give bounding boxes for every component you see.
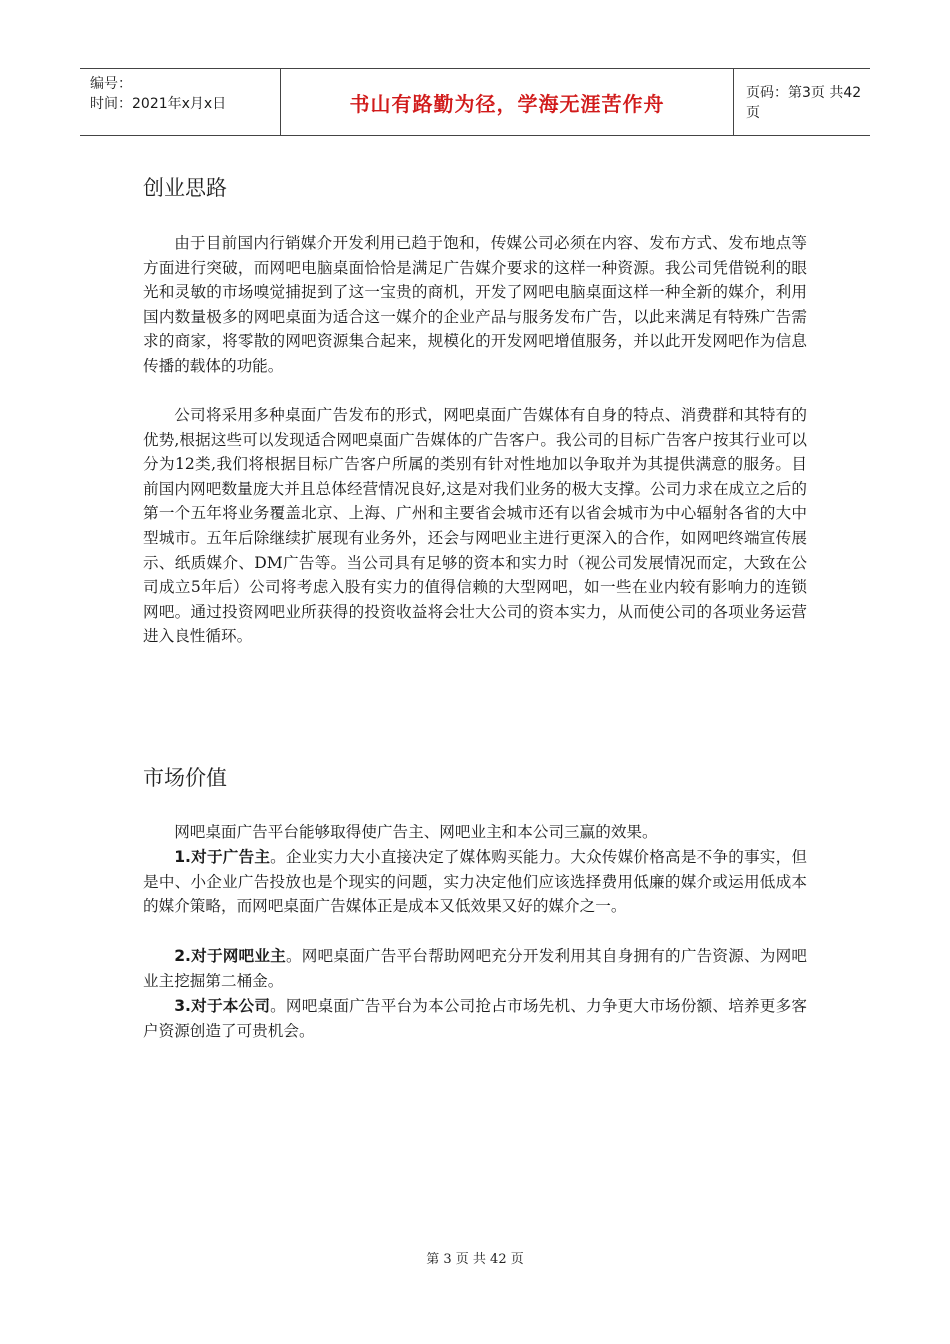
- page-header: [80, 68, 870, 136]
- document-date: 时间：2021年x月x日: [90, 96, 227, 112]
- startup-paragraph-2: 公司将采用多种桌面广告发布的形式，网吧桌面广告媒体有自身的特点、消费群和其特有的优势,根据这些可以发现适合网吧桌面广告媒体的广告客户。我公司的目标广告客户按其行业可以分为12类,我们将根据目标广告客户所属的类别有针对性地加以争取并为其提供满意的服务。目前国内网吧数量庞大并且总体经营情况良好,这是对我们业务的极大支撑。公司力求在成立之后的第一个五年将业务覆盖北京、上海、广州和主要省会城市还有以省会城市为中心辐射各省的大中型城市。五年后除继续扩展现有业务外，还会与网吧业主进行更深入的合作，如网吧终端宣传展示、纸质媒介、DM广告等。当公司具有足够的资本和实力时（视公司发展情况而定，大致在公司成立5年后）公司将考虑入股有实力的值得信赖的大型网吧，如一些在业内较有影响力的连锁网吧。通过投资网吧业所获得的投资收益将会壮大公司的资本实力，从而使公司的各项业务运营进入良性循环。: [143, 406, 807, 646]
- section-title-startup-idea: 创业思路: [143, 176, 227, 200]
- market-intro: 网吧桌面广告平台能够取得使广告主、网吧业主和本公司三赢的效果。: [174, 823, 658, 841]
- document-number: 编号：: [90, 76, 132, 92]
- motto: 书山有路勤为径，学海无涯苦作舟: [349, 91, 665, 116]
- market-item-lead: 2.对于网吧业主: [174, 947, 286, 965]
- page-footer: 第 3 页 共 42 页: [426, 1252, 524, 1267]
- page-info: 页码：第3页 共42页: [746, 85, 862, 121]
- section-title-market-value: 市场价值: [143, 766, 227, 790]
- market-item-advertiser: [143, 845, 807, 919]
- market-item-lead: 3.对于本公司: [174, 997, 271, 1015]
- market-item-text: 。网吧桌面广告平台帮助网吧充分开发利用其自身拥有的广告资源、为网吧业主挖掘第二桶金。: [143, 947, 807, 990]
- market-item-text: 。网吧桌面广告平台为本公司抢占市场先机、力争更大市场份额、培养更多客户资源创造了可贵机会。: [143, 997, 807, 1040]
- market-item-lead: 1.对于广告主: [174, 848, 271, 866]
- market-item-netcafe-owner: [143, 944, 807, 993]
- startup-paragraph-1: 由于目前国内行销媒介开发利用已趋于饱和，传媒公司必须在内容、发布方式、发布地点等方面进行突破，而网吧电脑桌面恰恰是满足广告媒介要求的这样一种资源。我公司凭借锐利的眼光和灵敏的市场嗅觉捕捉到了这一宝贵的商机，开发了网吧电脑桌面这样一种全新的媒介，利用国内数量极多的网吧桌面为适合这一媒介的企业产品与服务发布广告，以此来满足有特殊广告需求的商家，将零散的网吧资源集合起来，规模化的开发网吧增值服务，并以此开发网吧作为信息传播的载体的功能。: [143, 234, 807, 375]
- market-item-text: 。企业实力大小直接决定了媒体购买能力。大众传媒价格高是不争的事实，但是中、小企业广告投放也是个现实的问题，实力决定他们应该选择费用低廉的媒介或运用低成本的媒介策略，而网吧桌面广告媒体正是成本又低效果又好的媒介之一。: [143, 848, 807, 916]
- header-page-info: [734, 69, 870, 135]
- header-motto-cell: [281, 69, 734, 135]
- header-meta: [80, 69, 281, 135]
- market-item-company: [143, 994, 807, 1043]
